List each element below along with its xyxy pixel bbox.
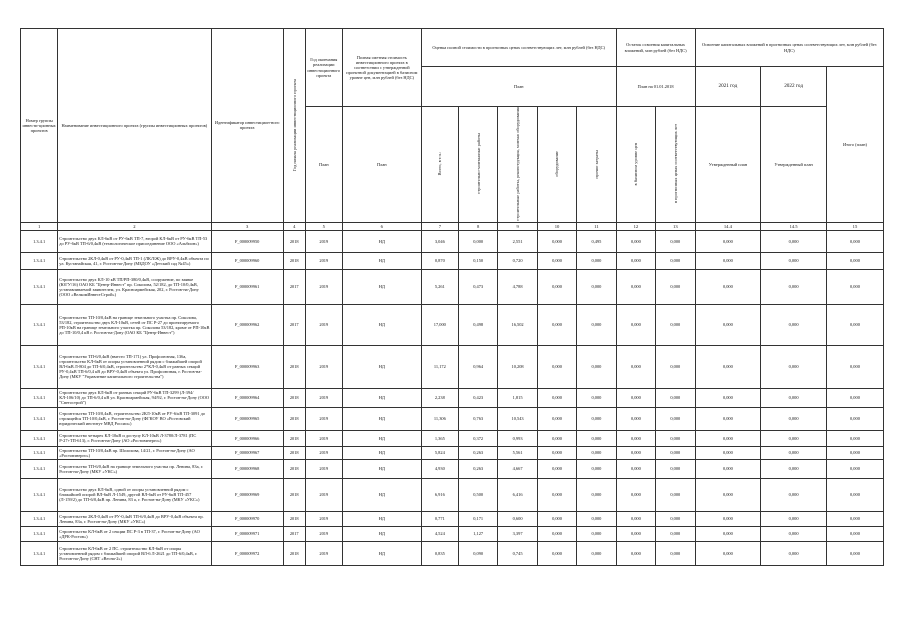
table-row (21, 345, 884, 388)
project-name-cell: Строительство 2КЛ-0,4кВ от РУ-0,4кВ ТП-6/0,4кВ до ВРУ-0,4кВ объекта пр. Ленина, 83а, г. Ростов-на-Дону (МКУ «УКС») (58, 511, 211, 526)
smr-cell: 0,423 (458, 388, 497, 407)
total-plan-cell: 0,000 (826, 407, 883, 430)
group-no-cell: 1.3.4.1 (21, 446, 58, 459)
project-name-cell: Строительство КЛ-6кВ от 2 секции ПС Р-3 в ТП-37, г. Ростов-на-Дону (АО «ДРК-Ростов») (58, 526, 211, 541)
header-equipment: оборудование (537, 107, 576, 223)
total-plan-cell: 0,000 (826, 459, 883, 478)
plan-2021-cell: 0,000 (695, 526, 761, 541)
index-cell: 15 (826, 222, 883, 230)
remaining-basis-cell: 0,000 (616, 230, 655, 252)
remaining-forecast-cell: 0,000 (656, 526, 695, 541)
project-name-cell: Строительство ТП-10/0,4кВ пр. Шолохова, 14/21, г. Ростов-на-Дону (АО «Ростовэнерго») (58, 446, 211, 459)
remaining-forecast-cell: 0,000 (656, 230, 695, 252)
plan-2022-cell: 0,000 (761, 269, 827, 304)
project-name-cell: Строительство четырех КЛ-10кВ и доступу КЛ-10кВ Л-3780/Л-3781 (ПС Р-27+ТП-613), г. Ростов-на-Дону (АО «Ростовэнерго») (58, 430, 211, 446)
other-cell: 0,000 (577, 269, 616, 304)
year-start-cell: 2018 (283, 511, 305, 526)
header-year-start: Год начала реализации инвестиционного проекта (283, 29, 305, 223)
plan-2021-cell: 0,000 (695, 269, 761, 304)
other-cell: 0,000 (577, 407, 616, 430)
equip-work-cell: 5,561 (498, 446, 537, 459)
total-plan-cell: 0,000 (826, 446, 883, 459)
total-plan-cell: 0,000 (826, 252, 883, 269)
total-plan-cell: 0,000 (826, 230, 883, 252)
equipment-cell: 0,000 (537, 446, 576, 459)
total-cost-cell: 5,261 (421, 269, 458, 304)
equipment-cell: 0,000 (537, 430, 576, 446)
index-cell: 8 (458, 222, 497, 230)
table-row (21, 526, 884, 541)
plan-2021-cell: 0,000 (695, 345, 761, 388)
year-start-cell: 2018 (283, 407, 305, 430)
year-start-cell: 2018 (283, 345, 305, 388)
index-cell: 9 (498, 222, 537, 230)
plan-2022-cell: 0,000 (761, 430, 827, 446)
document-sheet (20, 28, 884, 566)
year-end-cell: 2019 (305, 230, 342, 252)
smr-cell: 0,500 (458, 478, 497, 511)
table-row (21, 230, 884, 252)
index-cell: 14.4 (695, 222, 761, 230)
total-plan-cell: 0,000 (826, 269, 883, 304)
group-no-cell: 1.3.4.1 (21, 526, 58, 541)
year-end-cell: 2019 (305, 526, 342, 541)
smr-cell: 0,763 (458, 407, 497, 430)
index-cell: 6 (342, 222, 421, 230)
remaining-forecast-cell: 0,000 (656, 269, 695, 304)
equipment-cell: 0,000 (537, 407, 576, 430)
project-id-cell: F_000009962 (211, 304, 283, 345)
equip-work-cell: 0,720 (498, 252, 537, 269)
group-no-cell: 1.3.4.1 (21, 430, 58, 446)
equipment-cell: 0,000 (537, 541, 576, 565)
project-name-cell: Строительство ТП-6/0,4кВ (вместо ТП-171) ул. Профсоюзная, 136а, строительство КЛ-6кВ от опоры установленной рядом с ближайшей опорой ВЛ-6кВ Л-804 до ТП-6/0,4кВ, строительство 2*КЛ-0,4кВ от разных секций РУ-0,4кВ ТП-6/0,4 кВ до ВРУ-0,4кВ объекта ул. Профсоюзная, г. Ростов-на-Дону (МКУ "Управление капитального строительства") (58, 345, 211, 388)
year-start-cell: 2018 (283, 230, 305, 252)
remaining-basis-cell: 0,000 (616, 511, 655, 526)
total-plan-cell: 0,000 (826, 304, 883, 345)
year-end-cell: 2019 (305, 269, 342, 304)
group-no-cell: 1.3.4.1 (21, 230, 58, 252)
total-plan-cell: 0,000 (826, 430, 883, 446)
equipment-cell: 0,000 (537, 526, 576, 541)
header-full-cost-plan: План (342, 107, 421, 223)
year-start-cell: 2018 (283, 252, 305, 269)
project-id-cell: F_000009960 (211, 252, 283, 269)
equip-work-cell: 16,502 (498, 304, 537, 345)
group-no-cell: 1.3.4.1 (21, 345, 58, 388)
total-cost-cell: 1,365 (421, 430, 458, 446)
year-start-cell: 2017 (283, 269, 305, 304)
remaining-forecast-cell: 0,000 (656, 541, 695, 565)
header-group-no: Номер группы инвести-ционных проектов (21, 29, 58, 223)
table-row (21, 252, 884, 269)
header-approved-2022: Утвержденный план (761, 107, 827, 223)
group-no-cell: 1.3.4.1 (21, 252, 58, 269)
year-start-cell: 2018 (283, 478, 305, 511)
index-cell: 14.5 (761, 222, 827, 230)
header-total: Итого (план) (826, 67, 883, 223)
plan-2021-cell: 0,000 (695, 230, 761, 252)
year-end-cell: 2019 (305, 511, 342, 526)
equipment-cell: 0,000 (537, 269, 576, 304)
year-end-cell: 2019 (305, 430, 342, 446)
plan-2022-cell: 0,000 (761, 446, 827, 459)
header-year-end-plan: План (305, 107, 342, 223)
equip-work-cell: 0,600 (498, 511, 537, 526)
equip-work-cell: 10,208 (498, 345, 537, 388)
equipment-cell: 0,000 (537, 388, 576, 407)
remaining-forecast-cell: 0,000 (656, 252, 695, 269)
equip-work-cell: 10,543 (498, 407, 537, 430)
table-row (21, 446, 884, 459)
project-name-cell: Строительство ТП-10/0,4кВ, строительство 2КЛ-10кВ от РУ-6/кВ ТП-3091 до строящейся ТП-10/0,4кВ, г. Ростов-на-Дону (ФГКОУ ВО «Ростовский юридический институт МВД России») (58, 407, 211, 430)
equipment-cell: 0,000 (537, 230, 576, 252)
year-start-cell: 2018 (283, 459, 305, 478)
table-row (21, 478, 884, 511)
equipment-cell: 0,000 (537, 511, 576, 526)
full-cost-cell: НД (342, 304, 421, 345)
plan-2021-cell: 0,000 (695, 446, 761, 459)
plan-2021-cell: 0,000 (695, 407, 761, 430)
header-other: прочие затраты (577, 107, 616, 223)
header-equip-work: строительные работы, реконструкция, монтаж оборудования (498, 107, 537, 223)
remaining-basis-cell: 0,000 (616, 304, 655, 345)
total-cost-cell: 11,172 (421, 345, 458, 388)
plan-2021-cell: 0,000 (695, 430, 761, 446)
total-plan-cell: 0,000 (826, 388, 883, 407)
remaining-basis-cell: 0,000 (616, 446, 655, 459)
total-plan-cell: 0,000 (826, 478, 883, 511)
full-cost-cell: НД (342, 459, 421, 478)
equip-work-cell: 2,551 (498, 230, 537, 252)
remaining-forecast-cell: 0,000 (656, 388, 695, 407)
equip-work-cell: 4,667 (498, 459, 537, 478)
index-cell: 12 (616, 222, 655, 230)
header-approved-2021: Утвержденный план (695, 107, 761, 223)
project-id-cell: F_000009950 (211, 230, 283, 252)
full-cost-cell: НД (342, 252, 421, 269)
year-end-cell: 2019 (305, 304, 342, 345)
project-id-cell: F_000009970 (211, 511, 283, 526)
group-no-cell: 1.3.4.1 (21, 459, 58, 478)
total-cost-cell: 6,916 (421, 478, 458, 511)
smr-cell: 0,964 (458, 345, 497, 388)
smr-cell: 0,473 (458, 269, 497, 304)
project-name-cell: Строительство ТП-6/0,4кВ на границе земельного участка пр. Ленина, 83а, г. Ростов-на-Дону (МКУ «УКС») (58, 459, 211, 478)
project-name-cell: Строительство двух КЛ-6кВ, одной от опоры установленной рядом с ближайшей опорой ВЛ-6кВ Л-1549, другой ВЛ-6кВ от РУ-6кВ ТП-457 (Л-159/2) до ТП-6/0,4кВ пр. Ленина, 83 а, г. Ростов-на-Дону (МКУ «УКС») (58, 478, 211, 511)
header-forecast: в прогнозных ценах соответствующих лет (656, 107, 695, 223)
table-body (21, 230, 884, 565)
project-name-cell: Строительство 2КЛ-0,4кВ от РУ-0,4кВ ТП-1 (ЛКЛ/Ж) до ВРУ-0,4кВ объекта по ул. Кустанайская, 41, г. Ростов-на-Дону (МБДОУ «Детский сад №45») (58, 252, 211, 269)
project-name-cell: Строительство двух КЛ-10 кВ ТП/РП-380/0,4кВ, сооружение, по заявке (ЮГУ/16) ОАО КБ "Центр-Инвест" пр. Соколова, 52/182, до ТП-10/0,4кВ, устанавливаемой заявителем, ул. Красноармейская, 202, г. Ростов-на-Дону (ООО «ВелкомИнвестСтрой») (58, 269, 211, 304)
smr-cell: 0,090 (458, 541, 497, 565)
remaining-forecast-cell: 0,000 (656, 407, 695, 430)
plan-2021-cell: 0,000 (695, 304, 761, 345)
other-cell: 0,495 (577, 230, 616, 252)
index-cell: 4 (283, 222, 305, 230)
year-start-cell: 2017 (283, 526, 305, 541)
remaining-basis-cell: 0,000 (616, 407, 655, 430)
other-cell: 0,000 (577, 446, 616, 459)
equip-work-cell: 1,815 (498, 388, 537, 407)
remaining-basis-cell: 0,000 (616, 526, 655, 541)
equip-work-cell: 0,993 (498, 430, 537, 446)
year-end-cell: 2019 (305, 459, 342, 478)
project-id-cell: F_000009971 (211, 526, 283, 541)
plan-2021-cell: 0,000 (695, 478, 761, 511)
other-cell: 0,000 (577, 459, 616, 478)
index-cell: 7 (421, 222, 458, 230)
table-row (21, 304, 884, 345)
group-no-cell: 1.3.4.1 (21, 478, 58, 511)
smr-cell: 0,263 (458, 446, 497, 459)
equipment-cell: 0,000 (537, 304, 576, 345)
header-assessment: Оценка полной стоимости в прогнозных ценах соответствующих лет, млн рублей (без НДС) (421, 29, 616, 67)
remaining-forecast-cell: 0,000 (656, 511, 695, 526)
full-cost-cell: НД (342, 230, 421, 252)
remaining-forecast-cell: 0,000 (656, 345, 695, 388)
other-cell: 0,000 (577, 511, 616, 526)
full-cost-cell: НД (342, 511, 421, 526)
other-cell: 0,000 (577, 388, 616, 407)
smr-cell: 1,127 (458, 526, 497, 541)
total-plan-cell: 0,000 (826, 526, 883, 541)
remaining-basis-cell: 0,000 (616, 269, 655, 304)
year-start-cell: 2017 (283, 304, 305, 345)
header-project-name: Наименование инвестиционного проекта (группы инвестиционных проектов) (58, 29, 211, 223)
total-cost-cell: 2,238 (421, 388, 458, 407)
index-cell: 10 (537, 222, 576, 230)
full-cost-cell: НД (342, 446, 421, 459)
smr-cell: 0,000 (458, 230, 497, 252)
year-end-cell: 2019 (305, 345, 342, 388)
smr-cell: 0,372 (458, 430, 497, 446)
equipment-cell: 0,000 (537, 252, 576, 269)
plan-2022-cell: 0,000 (761, 478, 827, 511)
plan-2022-cell: 0,000 (761, 304, 827, 345)
year-start-cell: 2018 (283, 541, 305, 565)
header-basis: в базисном уровне цен (616, 107, 655, 223)
full-cost-cell: НД (342, 388, 421, 407)
table-row (21, 511, 884, 526)
total-cost-cell: 0,771 (421, 511, 458, 526)
plan-2021-cell: 0,000 (695, 511, 761, 526)
full-cost-cell: НД (342, 541, 421, 565)
year-end-cell: 2019 (305, 446, 342, 459)
group-no-cell: 1.3.4.1 (21, 304, 58, 345)
equipment-cell: 0,000 (537, 459, 576, 478)
total-plan-cell: 0,000 (826, 511, 883, 526)
remaining-forecast-cell: 0,000 (656, 304, 695, 345)
plan-2022-cell: 0,000 (761, 345, 827, 388)
group-no-cell: 1.3.4.1 (21, 407, 58, 430)
project-id-cell: F_000009963 (211, 345, 283, 388)
header-smr: строительно-монтажные работы (458, 107, 497, 223)
other-cell: 0,000 (577, 478, 616, 511)
project-id-cell: F_000009969 (211, 478, 283, 511)
full-cost-cell: НД (342, 526, 421, 541)
table-row (21, 459, 884, 478)
plan-2022-cell: 0,000 (761, 230, 827, 252)
year-end-cell: 2019 (305, 541, 342, 565)
remaining-basis-cell: 0,000 (616, 388, 655, 407)
plan-2021-cell: 0,000 (695, 459, 761, 478)
project-id-cell: F_000009961 (211, 269, 283, 304)
header-plan-date: План на 01.01.2018 (616, 67, 695, 107)
smr-cell: 0,498 (458, 304, 497, 345)
project-name-cell: Строительство двух КЛ-6кВ от РУ-6кВ ТП-7, второй КЛ-6кВ от РУ-6кВ ТП-53 до РУ-6кВ ТП-6/0,4кВ (технологическое присоединение ООО «Альбион») (58, 230, 211, 252)
remaining-forecast-cell: 0,000 (656, 446, 695, 459)
equipment-cell: 0,000 (537, 345, 576, 388)
header-total-sub: Всего, в т.ч.: (421, 107, 458, 223)
remaining-basis-cell: 0,000 (616, 459, 655, 478)
equip-work-cell: 3,397 (498, 526, 537, 541)
project-id-cell: F_000009964 (211, 388, 283, 407)
column-index-row (21, 222, 884, 230)
investment-table (20, 28, 884, 566)
project-name-cell: Строительство двух КЛ-6кВ от разных секций РУ-6кВ ТП-3299 (Л-394/КЛ-106/10) до ТП-6/0,4 кВ ул. Красноармейская, 94/92, г. Ростов-на-Дону (ООО "Светострой") (59, 390, 210, 406)
plan-2022-cell: 0,000 (761, 407, 827, 430)
plan-2022-cell: 0,000 (761, 459, 827, 478)
other-cell: 0,000 (577, 430, 616, 446)
table-header (21, 29, 884, 231)
header-mastering: Освоение капитальных вложений в прогнозных ценах соответствующих лет, млн рублей (без НДС) (695, 29, 883, 67)
project-id-cell: F_000009968 (211, 459, 283, 478)
remaining-forecast-cell: 0,000 (656, 478, 695, 511)
remaining-basis-cell: 0,000 (616, 345, 655, 388)
project-id-cell: F_000009965 (211, 407, 283, 430)
equip-work-cell: 6,416 (498, 478, 537, 511)
total-plan-cell: 0,000 (826, 345, 883, 388)
group-no-cell: 1.3.4.1 (21, 511, 58, 526)
plan-2021-cell: 0,000 (695, 252, 761, 269)
index-cell: 13 (656, 222, 695, 230)
header-year-end: Год окончания реализации инвестиционного проекта (305, 29, 342, 107)
plan-2021-cell: 0,000 (695, 541, 761, 565)
other-cell: 0,000 (577, 345, 616, 388)
year-start-cell: 2018 (283, 388, 305, 407)
full-cost-cell: НД (342, 345, 421, 388)
index-cell: 5 (305, 222, 342, 230)
index-cell: 11 (577, 222, 616, 230)
other-cell: 0,000 (577, 541, 616, 565)
header-project-id: Идентификатор инвестицион-ного проекта (211, 29, 283, 223)
full-cost-cell: НД (342, 407, 421, 430)
total-cost-cell: 11,306 (421, 407, 458, 430)
total-cost-cell: 4,930 (421, 459, 458, 478)
table-row (21, 269, 884, 304)
group-no-cell: 1.3.4.1 (21, 388, 58, 407)
year-end-cell: 2019 (305, 478, 342, 511)
remaining-forecast-cell: 0,000 (656, 430, 695, 446)
total-cost-cell: 3,046 (421, 230, 458, 252)
plan-2022-cell: 0,000 (761, 388, 827, 407)
full-cost-cell: НД (342, 430, 421, 446)
equip-work-cell: 0,745 (498, 541, 537, 565)
header-remaining: Остаток освоения капитальных вложений, млн рублей (без НДС) (616, 29, 695, 67)
plan-2021-cell: 0,000 (695, 388, 761, 407)
header-assessment-plan: План (421, 67, 616, 107)
year-end-cell: 2019 (305, 407, 342, 430)
plan-2022-cell: 0,000 (761, 511, 827, 526)
remaining-basis-cell: 0,000 (616, 430, 655, 446)
index-cell: 3 (211, 222, 283, 230)
other-cell: 0,000 (577, 252, 616, 269)
remaining-basis-cell: 0,000 (616, 478, 655, 511)
project-name-cell: Строительство КЛ-6кВ от 2 ПС. строительство КЛ-6кВ от опоры установленной рядом с ближайшей опорой ВЛ-6 Л-2621 до ТП-6/0,4кВ, г. Ростов-на-Дону (СНТ «Весна-2») (58, 541, 211, 565)
year-end-cell: 2019 (305, 388, 342, 407)
project-name-cell: Строительство ТП-10/0,4кВ на границе земельного участка пр. Соколова, 53/182, строительство двух КЛ-10кВ, сетей от ПС Р-27 до проектируемого РП-10кВ на границе земельного участка пр. Соколова 53/182, кроме от РП-10кВ до ТП-10/0,4 кВ г. Ростов-на-Дону (ОАО КБ "Центр-Инвест") (58, 304, 211, 345)
plan-2022-cell: 0,000 (761, 541, 827, 565)
total-plan-cell: 0,000 (826, 541, 883, 565)
project-id-cell: F_000009966 (211, 430, 283, 446)
equipment-cell: 0,000 (537, 478, 576, 511)
equip-work-cell: 4,788 (498, 269, 537, 304)
total-cost-cell: 5,824 (421, 446, 458, 459)
smr-cell: 0,263 (458, 459, 497, 478)
other-cell: 0,000 (577, 304, 616, 345)
total-cost-cell: 17,000 (421, 304, 458, 345)
project-id-cell: F_000009967 (211, 446, 283, 459)
group-no-cell: 1.3.4.1 (21, 541, 58, 565)
full-cost-cell: НД (342, 478, 421, 511)
header-2021: 2021 год (695, 67, 761, 107)
full-cost-cell: НД (342, 269, 421, 304)
year-start-cell: 2018 (283, 446, 305, 459)
plan-2022-cell: 0,000 (761, 252, 827, 269)
table-row (21, 407, 884, 430)
other-cell: 0,000 (577, 526, 616, 541)
remaining-basis-cell: 0,000 (616, 541, 655, 565)
total-cost-cell: 0,835 (421, 541, 458, 565)
header-2022: 2022 год (761, 67, 827, 107)
index-cell: 1 (21, 222, 58, 230)
total-cost-cell: 0,870 (421, 252, 458, 269)
index-cell: 2 (58, 222, 211, 230)
smr-cell: 0,150 (458, 252, 497, 269)
smr-cell: 0,171 (458, 511, 497, 526)
table-row (21, 388, 884, 407)
project-id-cell: F_000009972 (211, 541, 283, 565)
table-row (21, 541, 884, 565)
remaining-forecast-cell: 0,000 (656, 459, 695, 478)
header-full-cost: Полная сметная стоимость инвестиционного проекта в соответствии с утвержденной проектной документацией в базисном уровне цен, млн рублей (без НДС) (342, 29, 421, 107)
plan-2022-cell: 0,000 (761, 526, 827, 541)
table-row (21, 430, 884, 446)
group-no-cell: 1.3.4.1 (21, 269, 58, 304)
total-cost-cell: 4,524 (421, 526, 458, 541)
remaining-basis-cell: 0,000 (616, 252, 655, 269)
year-start-cell: 2018 (283, 430, 305, 446)
year-end-cell: 2019 (305, 252, 342, 269)
